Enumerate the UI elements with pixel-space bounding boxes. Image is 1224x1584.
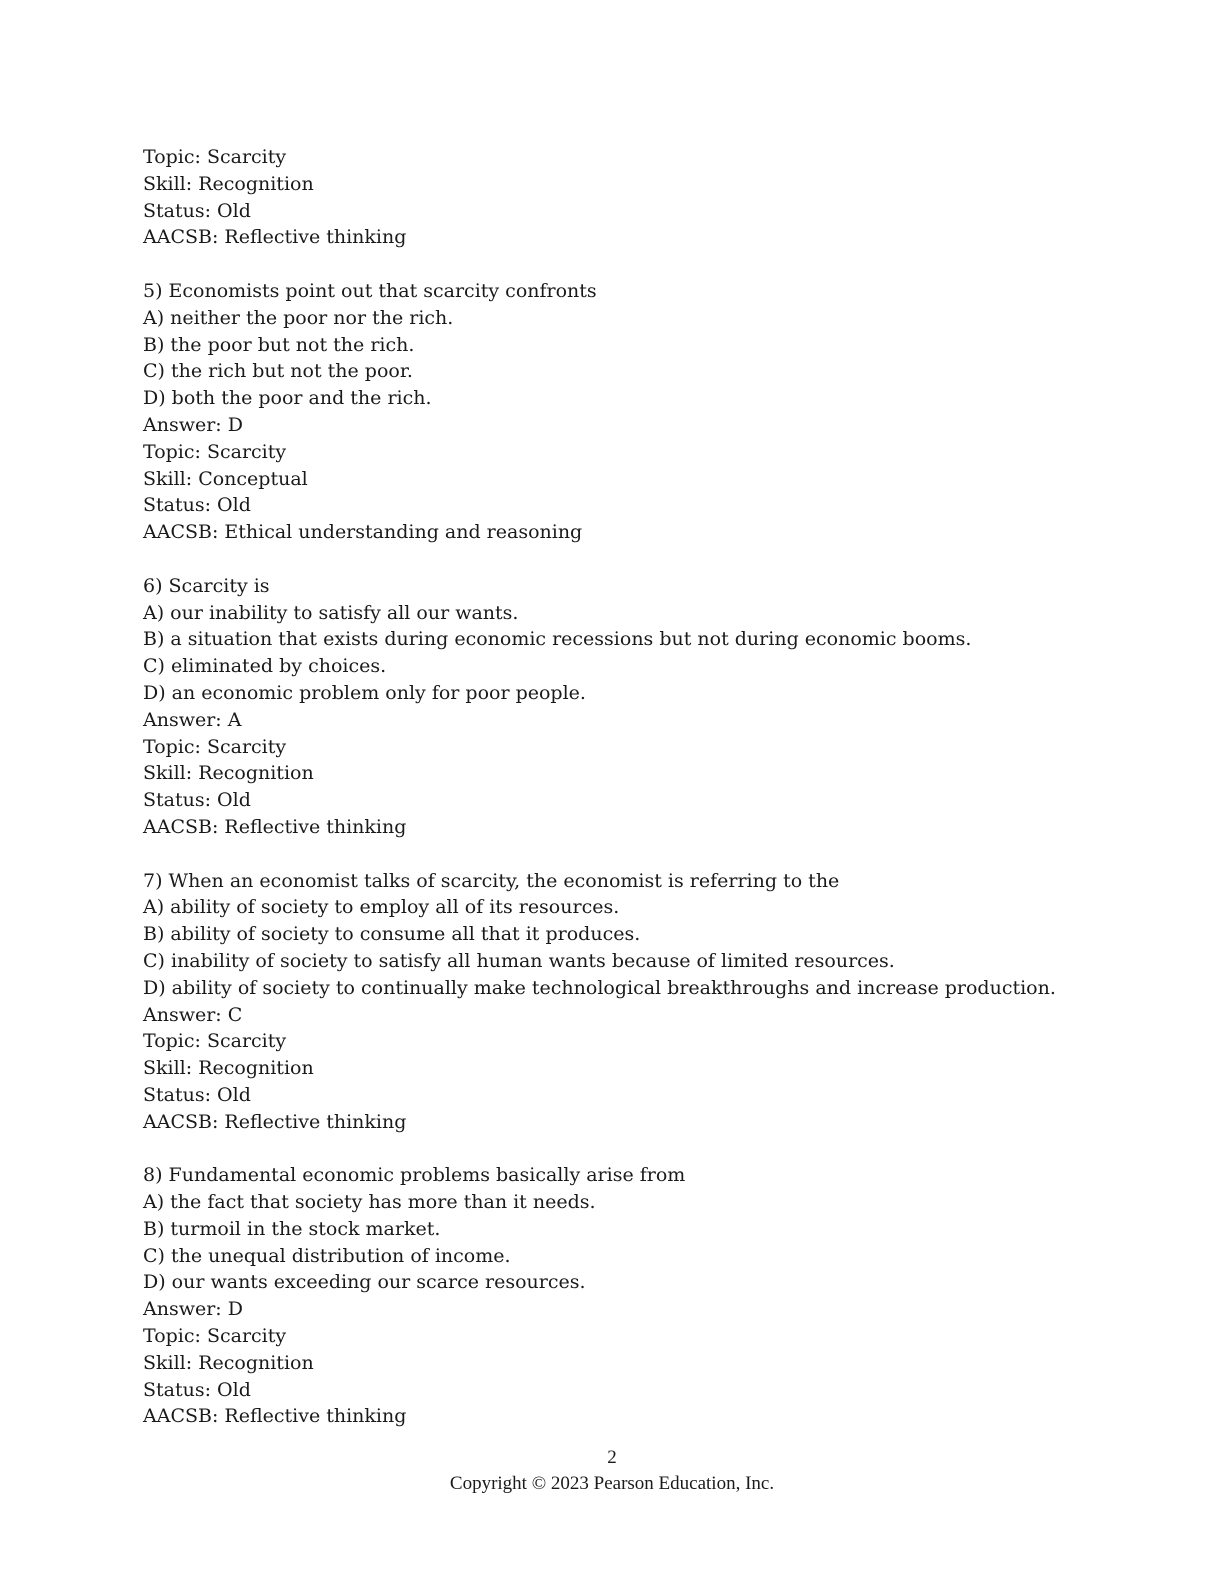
answer-option: D) ability of society to continually make technological breakthroughs and increase production.: [143, 976, 1056, 999]
aacsb-line: AACSB: Reflective thinking: [143, 226, 407, 249]
aacsb-line: AACSB: Reflective thinking: [143, 1110, 407, 1133]
skill-line: Skill: Recognition: [143, 1057, 314, 1080]
answer-option: C) eliminated by choices.: [143, 655, 387, 678]
answer-option: A) our inability to satisfy all our wants.: [143, 601, 519, 624]
topic-line: Topic: Scarcity: [143, 146, 287, 168]
question-block: [143, 573, 1103, 841]
status-line: Status: Old: [143, 494, 251, 517]
answer-option: C) the unequal distribution of income.: [143, 1244, 511, 1267]
answer-option: A) the fact that society has more than it needs.: [143, 1191, 596, 1214]
question-stem: 6) Scarcity is: [143, 574, 270, 597]
aacsb-line: AACSB: Ethical understanding and reasoning: [143, 521, 583, 544]
status-line: Status: Old: [143, 789, 251, 812]
question-block: [143, 1162, 1103, 1430]
question-stem: 8) Fundamental economic problems basically arise from: [143, 1164, 686, 1187]
spacer: [143, 1135, 1103, 1162]
lead-metadata-block: [143, 144, 1103, 251]
answer-option: D) an economic problem only for poor people.: [143, 681, 586, 704]
aacsb-line: AACSB: Reflective thinking: [143, 1405, 407, 1428]
aacsb-line: AACSB: Reflective thinking: [143, 815, 407, 838]
skill-line: Skill: Recognition: [143, 172, 314, 195]
copyright-notice: Copyright © 2023 Pearson Education, Inc.: [449, 1473, 775, 1494]
answer-option: C) the rich but not the poor.: [143, 360, 413, 383]
question-stem: 7) When an economist talks of scarcity, the economist is referring to the: [143, 869, 840, 892]
topic-line: Topic: Scarcity: [143, 1030, 287, 1053]
page-number: 2: [607, 1447, 617, 1468]
answer-option: D) both the poor and the rich.: [143, 387, 432, 410]
answer-option: A) ability of society to employ all of its resources.: [143, 896, 620, 919]
status-line: Status: Old: [143, 199, 251, 222]
answer-option: B) turmoil in the stock market.: [143, 1217, 441, 1240]
answer-option: C) inability of society to satisfy all human wants because of limited resources.: [143, 949, 895, 972]
answer-option: B) ability of society to consume all that it produces.: [143, 923, 641, 946]
answer-line: Answer: C: [143, 1003, 243, 1026]
answer-option: B) a situation that exists during economic recessions but not during economic booms.: [143, 628, 972, 651]
question-block: [143, 278, 1103, 546]
topic-line: Topic: Scarcity: [143, 1325, 287, 1348]
question-block: [143, 868, 1103, 1136]
status-line: Status: Old: [143, 1378, 251, 1401]
skill-line: Skill: Recognition: [143, 1351, 314, 1374]
answer-option: D) our wants exceeding our scarce resources.: [143, 1271, 586, 1294]
spacer: [143, 251, 1103, 278]
answer-option: A) neither the poor nor the rich.: [143, 306, 454, 329]
document-body: [143, 144, 1103, 1430]
answer-line: Answer: D: [143, 1298, 243, 1321]
skill-line: Skill: Recognition: [143, 762, 314, 785]
status-line: Status: Old: [143, 1083, 251, 1106]
spacer: [143, 546, 1103, 573]
answer-line: Answer: D: [143, 413, 243, 436]
topic-line: Topic: Scarcity: [143, 440, 287, 463]
question-stem: 5) Economists point out that scarcity confronts: [143, 279, 597, 302]
answer-line: Answer: A: [143, 708, 242, 731]
spacer: [143, 841, 1103, 868]
topic-line: Topic: Scarcity: [143, 735, 287, 758]
answer-option: B) the poor but not the rich.: [143, 333, 415, 356]
skill-line: Skill: Conceptual: [143, 467, 308, 490]
